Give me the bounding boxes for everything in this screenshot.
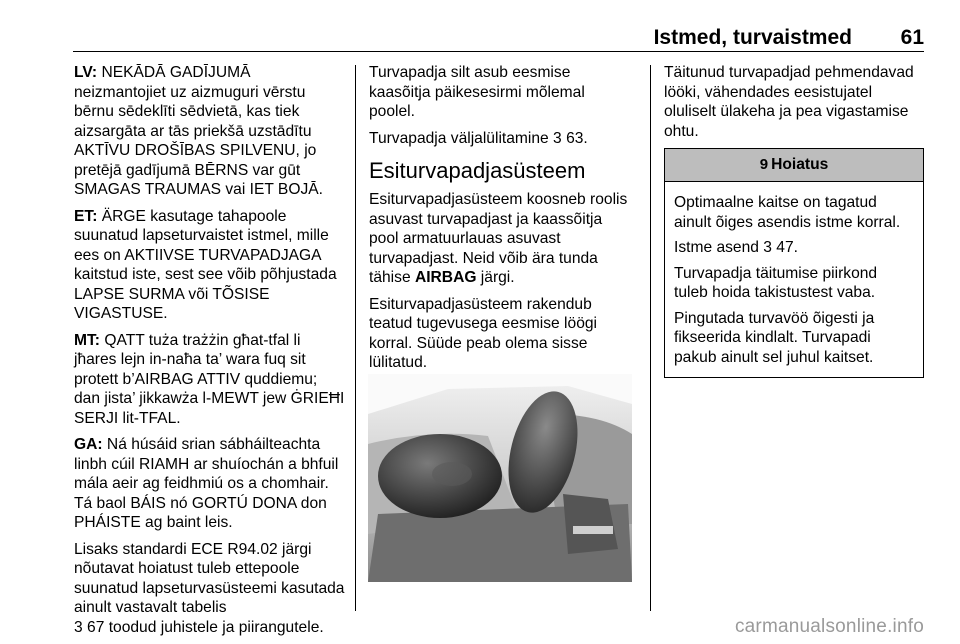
column-left [74, 63, 346, 644]
front-airbag-description [369, 190, 631, 288]
warning-text-3: Turvapadja täitumise piirkond tuleb hoida takistustest vaba. [674, 264, 878, 301]
warning-box [664, 148, 924, 378]
header-divider [73, 51, 924, 52]
lang-code-ga: GA: [74, 436, 103, 453]
airbag-marking: AIRBAG [414, 269, 477, 286]
standard-note-paragraph [74, 540, 346, 638]
warning-mt-paragraph [74, 331, 346, 429]
standard-note-text: Lisaks standardi ECE R94.02 järgi nõutavat hoiatust tuleb ettepoole suunatud lapseturvasüsteemi kasutada ainult vastavalt tabelis [74, 540, 345, 616]
warning-lv-paragraph [74, 63, 346, 200]
airbag-label-paragraph: Turvapadja silt asub eesmise kaasõitja päikesesirmi mõlemal poolel. [369, 64, 585, 120]
warning-lv-text: NEKĀDĀ GADĪJUMĀ neizmantojiet uz aizmuguri vērstu bērnu sēdeklīti sēdvietā, kas tiek aizsargāta ar tās priekšā uzstādītu AKTĪVU DROŠĪBAS SPILVENU, jo pretējā gadījumā BĒRNS var gūt SMAGAS TRAUMAS vai IET BOJĀ. [74, 64, 323, 198]
column-divider-1 [355, 65, 356, 611]
warning-body [665, 182, 923, 377]
warning-text-4: Pingutada turvavöö õigesti ja fikseerida kindlalt. Turvapadi pakub ainult sel juhul kaitset. [674, 309, 875, 366]
warning-et-text: ÄRGE kasutage tahapoole suunatud lapseturvaistet istmel, mille ees on AKTIIVSE TURVAPADJAGA kaitstud iste, sest see võib põhjustada LAPSE SURMA või TÕSISE VIGASTUSE. [74, 207, 337, 322]
column-right [664, 63, 926, 378]
warning-ga-text: Ná húsáid srian sábháilteachta linbh cúil RIAMH ar shuíochán a bhfuil mála aeir ag feidhmiú os a chomhair. Tá baol BÁIS nó GORTÚ DONA don PHÁISTE ag baint leis. [74, 436, 339, 531]
warning-seat-position [674, 238, 915, 258]
lang-code-mt: MT: [74, 331, 100, 349]
airbag-deactivation-link[interactable]: 63. [561, 129, 588, 147]
airbag-benefit-paragraph: Täitunud turvapadjad pehmendavad lööki, vähendades eesistujatel oluliselt ülakeha ja pea vigastamise ohtu. [664, 64, 914, 140]
warning-mt-text: QATT tuża trażżin għat-tfal li jħares lejn in-naħa ta’ wara fuq sit protett b’AIRBAG ATTIV quddiemu; dan jista’ jikkawża l-MEWT jew ĠRIEĦI SERJI lit-TFAL. [74, 331, 345, 427]
warning-header [665, 149, 923, 182]
section-heading: Esiturvapadjasüsteem [369, 158, 586, 183]
page-ref-arrow-icon: 3 [553, 129, 562, 147]
page-ref-arrow-icon: 3 [74, 618, 83, 636]
page-header [0, 0, 960, 52]
lang-code-lv: LV: [74, 64, 98, 81]
warning-et-paragraph [74, 207, 346, 324]
warning-ga-paragraph [74, 435, 346, 533]
page-title: Istmed, turvaistmed [653, 26, 852, 49]
page-number: 61 [900, 26, 924, 49]
seat-position-text: Istme asend [674, 239, 764, 256]
warning-text-1: Optimaalne kaitse on tagatud ainult õiges asendis istme korral. [674, 194, 901, 231]
seat-position-link[interactable]: 47. [771, 239, 798, 256]
standard-note-link[interactable]: 67 toodud juhistele ja piirangutele. [82, 618, 324, 636]
page-ref-arrow-icon: 3 [763, 239, 772, 256]
front-airbag-activation: Esiturvapadjasüsteem rakendub teatud tugevusega eesmise löögi korral. Süüde peab olema sisse lülitatud. [369, 295, 597, 371]
watermark: carmanualsonline.info [734, 616, 924, 637]
column-divider-2 [650, 65, 651, 611]
lang-code-et: ET: [74, 207, 98, 225]
column-middle [369, 63, 631, 380]
airbag-deactivation-paragraph [369, 129, 631, 149]
warning-title: Hoiatus [771, 156, 829, 174]
airbag-deactivation-text: Turvapadja väljalülitamine [369, 129, 554, 147]
deployed-airbags-photo [368, 374, 632, 582]
front-airbag-text-end: järgi. [476, 269, 515, 286]
warning-triangle-icon: 9 [759, 156, 769, 174]
front-airbag-text: Esiturvapadjasüsteem koosneb roolis asuvast turvapadjast ja kaassõitja pool armatuurlauas asuvast turvapadjast. Neid võib ära tunda tähise [369, 191, 628, 286]
